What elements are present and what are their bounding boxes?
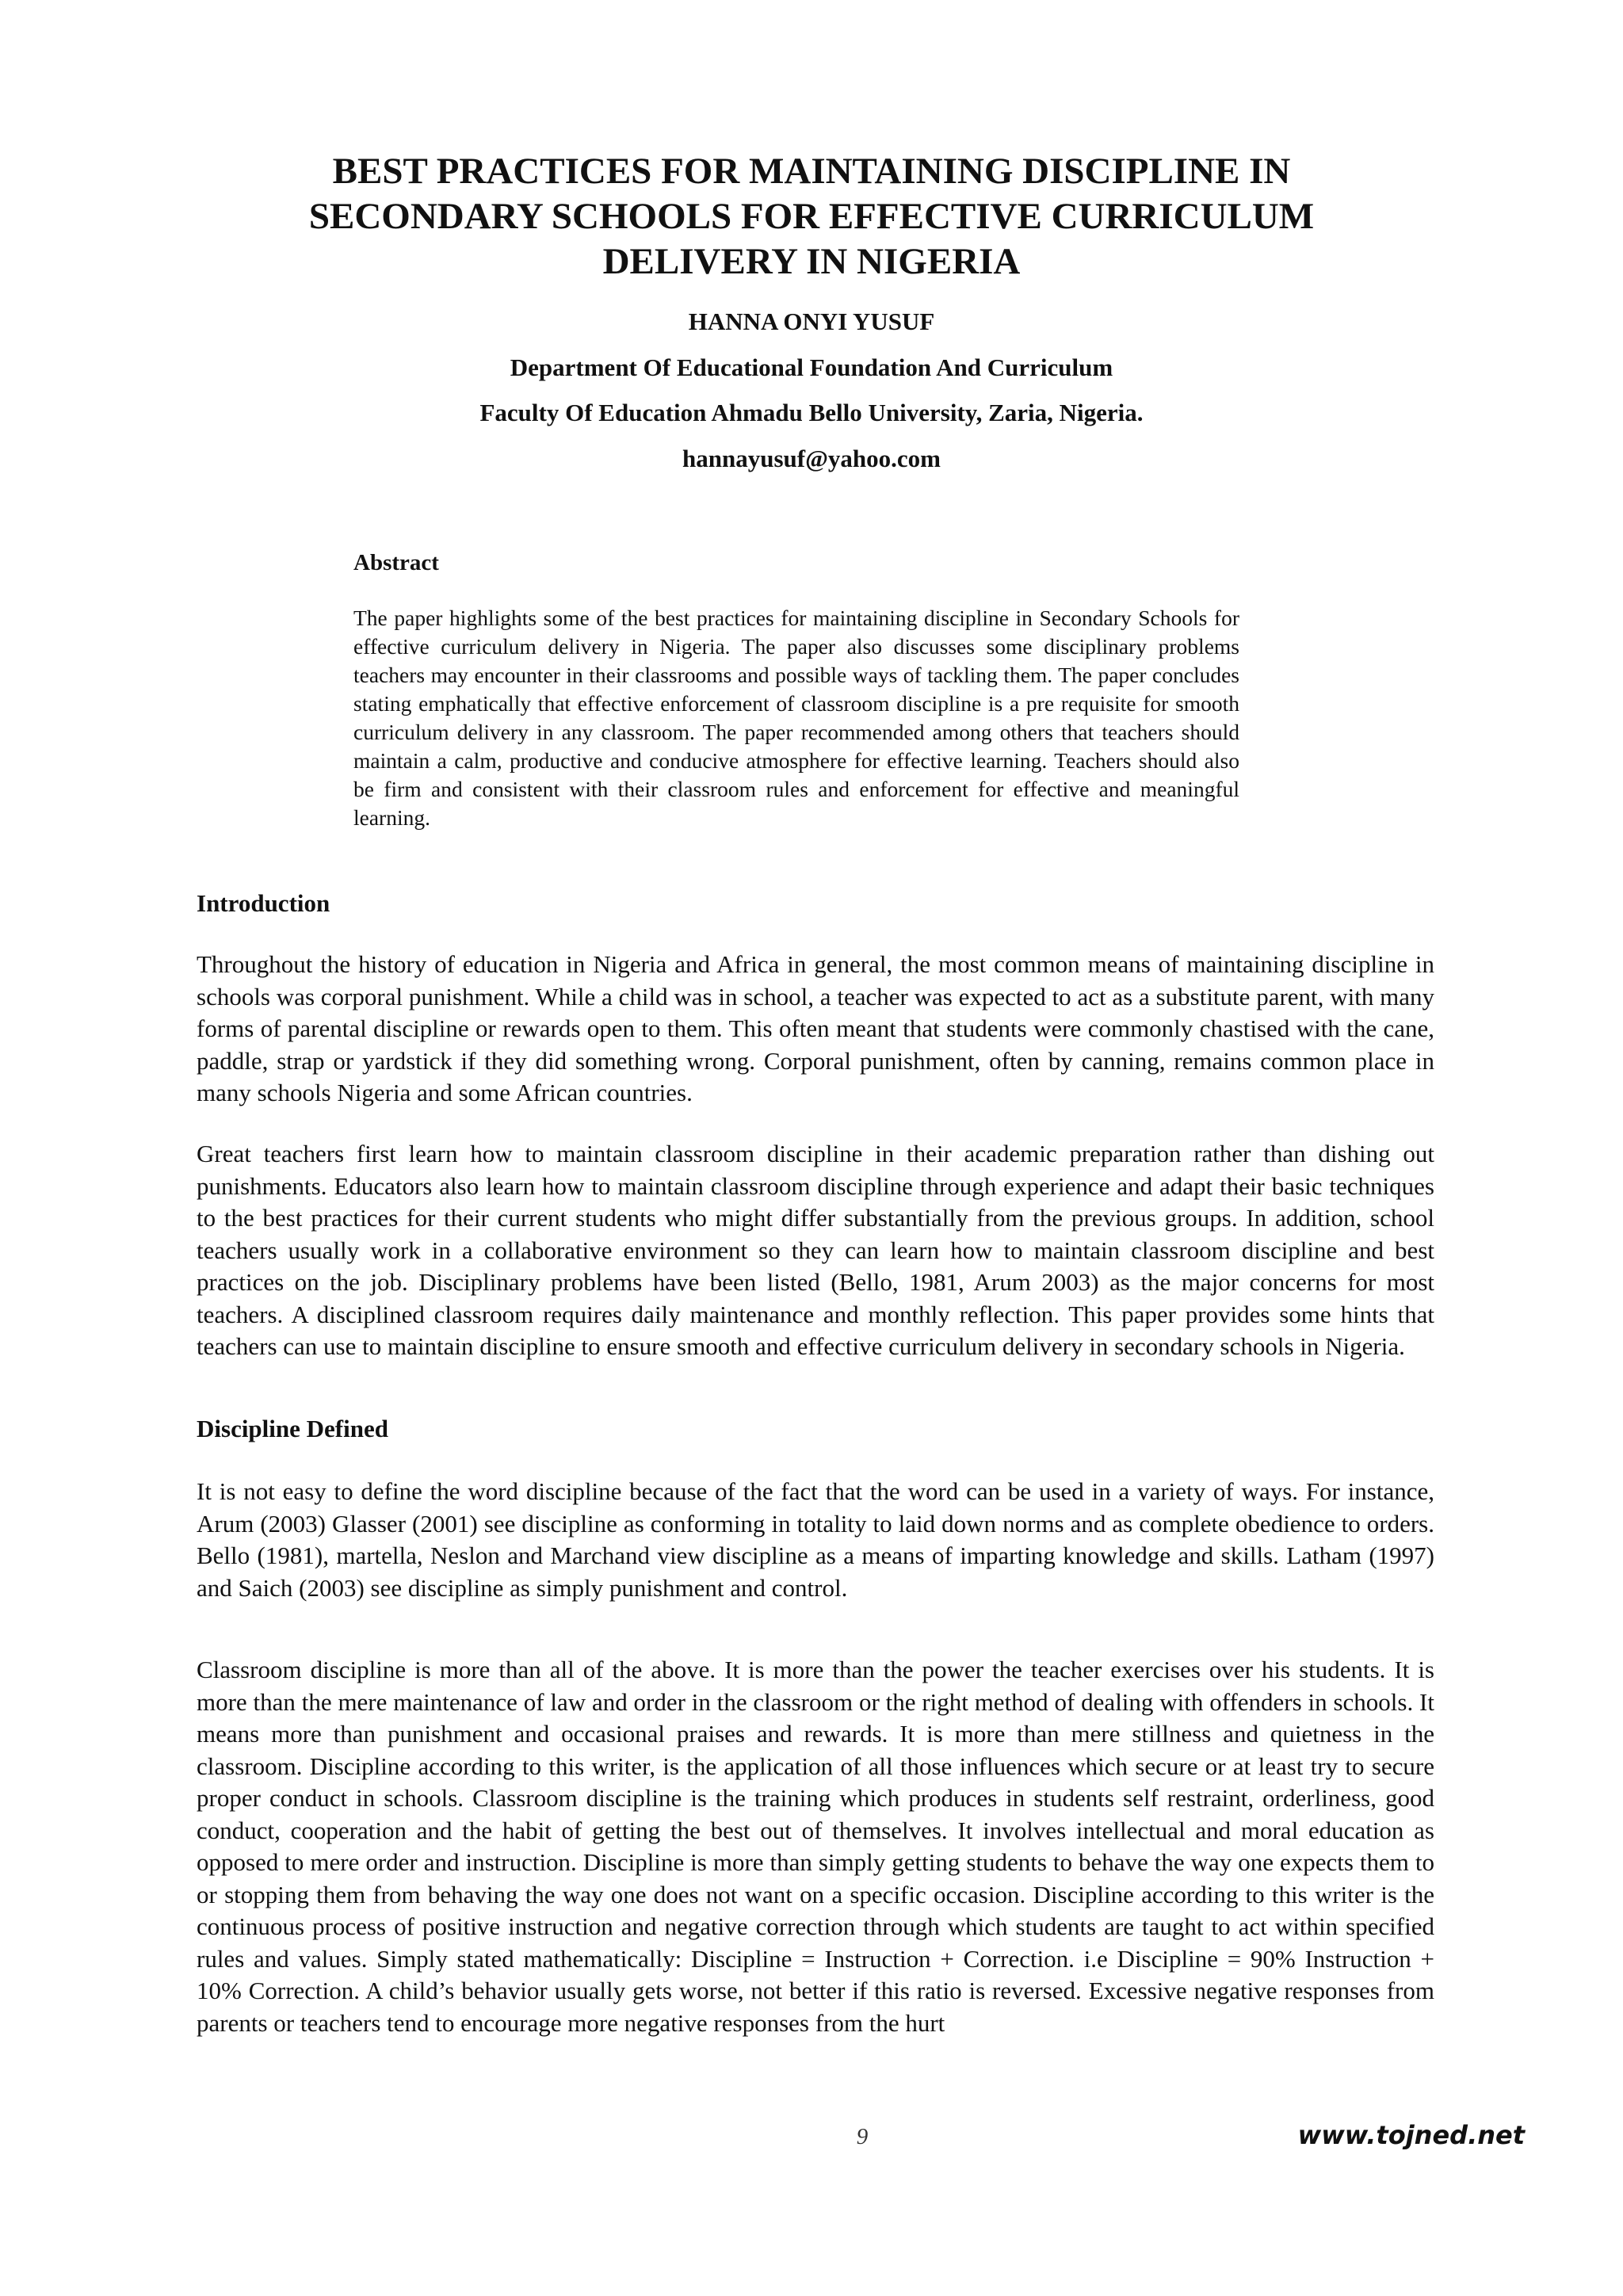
discipline-paragraph-1: It is not easy to define the word discipline because of the fact that the word can be used in a variety of ways. For instance, Arum (2003) Glasser (2001) see discipline as conforming in totality to laid down norms and as complete obedience to orders. Bello (1981), martella, Neslon and Marchand view discipline as a means of imparting knowledge and skills. Latham (1997) and Saich (2003) see discipline as simply punishment and control. — [197, 1477, 1434, 1602]
abstract-text: The paper highlights some of the best practices for maintaining discipline in Secondary Schools for effective curriculum delivery in Nigeria. The paper also discusses some disciplinary problems teachers may encounter in their classrooms and possible ways of tackling them. The paper concludes stating emphatically that effective enforcement of classroom discipline is a pre requisite for smooth curriculum delivery in any classroom. The paper recommended among others that teachers should maintain a calm, productive and conducive atmosphere for effective learning. Teachers should also be firm and consistent with their classroom rules and enforcement for effective and meaningful learning. — [353, 606, 1239, 830]
author-department: Department Of Educational Foundation And Curriculum — [510, 353, 1113, 381]
author-name: HANNA ONYI YUSUF — [688, 308, 935, 335]
footer-website-link[interactable]: www.tojned.net — [1297, 2120, 1525, 2150]
author-email[interactable]: hannayusuf@yahoo.com — [682, 445, 941, 472]
discipline-paragraph-2: Classroom discipline is more than all of the above. It is more than the power the teacher exercises over his students. It is more than the mere maintenance of law and order in the classroom or the right method of dealing with offenders in schools. It means more than punishment and occasional praises and rewards. It is more than mere stillness and quietness in the classroom. Discipline according to this writer, is the application of all those influences which secure or at least try to secure proper conduct in schools. Classroom discipline is the training which produces in students self restraint, orderliness, good conduct, cooperation and the habit of getting the best out of themselves. It involves intellectual and moral education as opposed to mere order and instruction. Discipline is more than simply getting students to behave the way one expects them to or stopping them from behaving the way one does not want on a specific occasion. Discipline according to this writer is the continuous process of positive instruction and negative correction through which students are taught to act within specified rules and values. Simply stated mathematically: Discipline = Instruction + Correction. i.e Discipline = 90% Instruction + 10% Correction. A child’s behavior usually gets worse, not better if this ratio is reversed. Excessive negative responses from parents or teachers tend to encourage more negative responses from the hurt — [197, 1656, 1434, 2037]
introduction-paragraph-1: Throughout the history of education in Nigeria and Africa in general, the most common means of maintaining discipline in schools was corporal punishment. While a child was in school, a teacher was expected to act as a substitute parent, with many forms of parental discipline or rewards open to them. This often meant that students were commonly chastised with the cane, paddle, strap or yardstick if they did something wrong. Corporal punishment, often by canning, remains common place in many schools Nigeria and some African countries. — [197, 950, 1434, 1106]
introduction-heading: Introduction — [197, 889, 330, 917]
paper-title: BEST PRACTICES FOR MAINTAINING DISCIPLINE IN SECONDARY SCHOOLS FOR EFFECTIVE CURRICULUM DELIVERY IN NIGERIA — [308, 151, 1315, 282]
abstract-heading: Abstract — [353, 550, 439, 575]
page-number: 9 — [856, 2124, 869, 2149]
discipline-defined-heading: Discipline Defined — [197, 1415, 388, 1442]
author-faculty: Faculty Of Education Ahmadu Bello University, Zaria, Nigeria. — [479, 399, 1144, 426]
introduction-paragraph-2: Great teachers first learn how to maintain classroom discipline in their academic preparation rather than dishing out punishments. Educators also learn how to maintain classroom discipline through experience and adapt their basic techniques to the best practices for their current students who might differ substantially from the previous groups. In addition, school teachers usually work in a collaborative environment so they can learn how to maintain classroom discipline and best practices on the job. Disciplinary problems have been listed (Bello, 1981, Arum 2003) as the major concerns for most teachers. A disciplined classroom requires daily maintenance and monthly reflection. This paper provides some hints that teachers can use to maintain discipline to ensure smooth and effective curriculum delivery in secondary schools in Nigeria. — [197, 1140, 1434, 1360]
